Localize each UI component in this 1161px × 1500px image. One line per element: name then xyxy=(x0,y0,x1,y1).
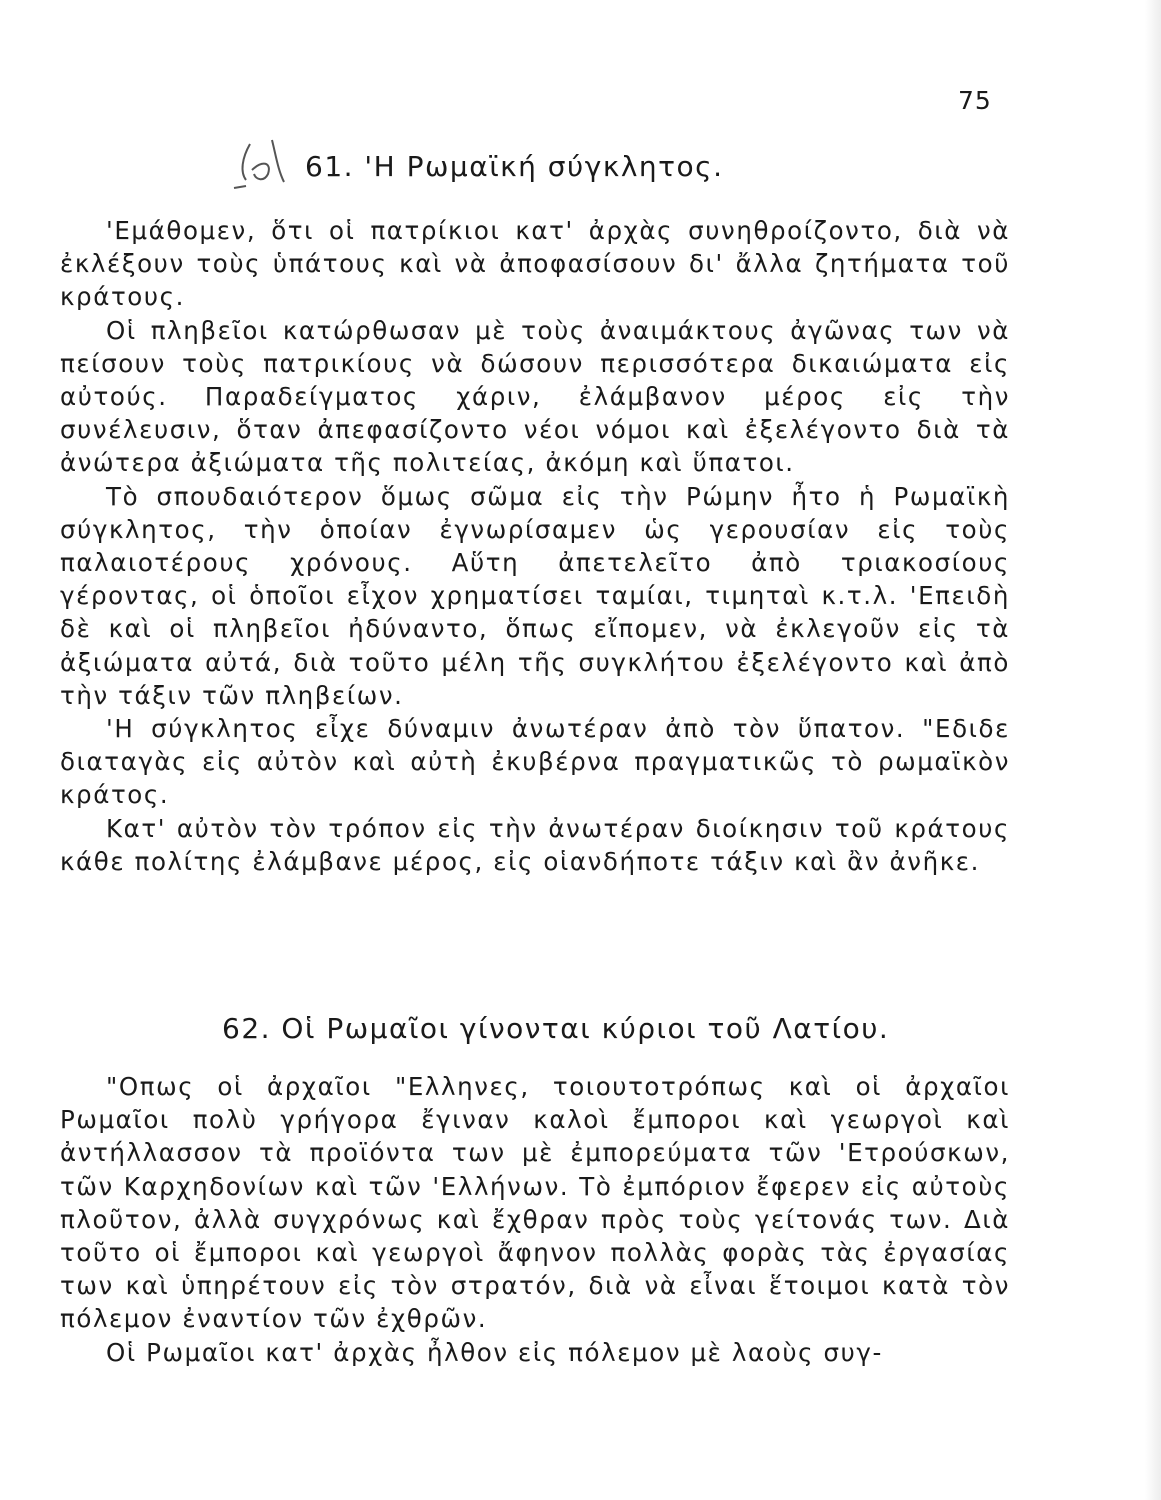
section-61-body xyxy=(60,214,1010,878)
paragraph: 'Η σύγκλητος εἶχε δύναμιν ἀνωτέραν ἀπὸ τὸν ὕπατον. "Εδιδε διαταγὰς εἰς αὐτὸν καὶ αὐτὴ ἐκυβέρνα πραγματικῶς τὸ ρωμαϊκὸν κράτος. xyxy=(60,714,1010,810)
paragraph: Οἱ Ρωμαῖοι κατ' ἀρχὰς ἦλθον εἰς πόλεμον μὲ λαοὺς συγ- xyxy=(106,1337,883,1367)
paragraph: Τὸ σπουδαιότερον ὅμως σῶμα εἰς τὴν Ρώμην ἦτο ἡ Ρωμαϊκὴ σύγκλητος, τὴν ὁποίαν ἐγνωρίσαμεν ὡς γερουσίαν εἰς τοὺς παλαιοτέρους χρόνους. Αὕτη ἀπετελεῖτο ἀπὸ τριακοσίους γέροντας, οἱ ὁποῖοι εἶχον χρηματίσει ταμίαι, τιμηταὶ κ.τ.λ. 'Επειδὴ δὲ καὶ οἱ πληβεῖοι ἠδύναντο, ὅπως εἴπομεν, νὰ ἐκλεγοῦν εἰς τὰ ἀξιώματα αὐτά, διὰ τοῦτο μέλη τῆς συγκλήτου ἐξελέγοντο καὶ ἀπὸ τὴν τάξιν τῶν πληβείων. xyxy=(60,481,1010,710)
paragraph: Κατ' αὐτὸν τὸν τρόπον εἰς τὴν ἀνωτέραν διοίκησιν τοῦ κράτους κάθε πολίτης ἐλάμβανε μέρος, εἰς οἱανδήποτε τάξιν καὶ ἂν ἀνῆκε. xyxy=(60,813,1010,876)
paragraph: "Οπως οἱ ἀρχαῖοι "Ελληνες, τοιουτοτρόπως καὶ οἱ ἀρχαῖοι Ρωμαῖοι πολὺ γρήγορα ἔγιναν καλοὶ ἔμποροι καὶ γεωργοὶ καὶ ἀντήλλασσον τὰ προϊόντα των μὲ ἐμπορεύματα τῶν 'Ετρούσκων, τῶν Καρχηδονίων καὶ τῶν 'Ελλήνων. Τὸ ἐμπόριον ἔφερεν εἰς αὐτοὺς πλοῦτον, ἀλλὰ συγχρόνως καὶ ἔχθραν πρὸς τοὺς γείτονάς των. Διὰ τοῦτο οἱ ἔμποροι καὶ γεωργοὶ ἄφηνον πολλὰς φορὰς τὰς ἐργασίας των καὶ ὑπηρέτουν εἰς τὸν στρατόν, διὰ νὰ εἶναι ἕτοιμοι κατὰ τὸν πόλεμον ἐναντίον τῶν ἐχθρῶν. xyxy=(60,1072,1010,1334)
section-62-body xyxy=(60,1070,1010,1369)
paragraph: Οἱ πληβεῖοι κατώρθωσαν μὲ τοὺς ἀναιμάκτους ἀγῶνας των νὰ πείσουν τοὺς πατρικίους νὰ δώσουν περισσότερα δικαιώματα εἰς αὐτούς. Παραδείγματος χάριν, ἐλάμβανον μέρος εἰς τὴν συνέλευσιν, ὅταν ἀπεφασίζοντο νέοι νόμοι καὶ ἐξελέγοντο διὰ τὰ ἀνώτερα ἀξιώματα τῆς πολιτείας, ἀκόμη καὶ ὕπατοι. xyxy=(60,315,1010,478)
handwritten-mark-icon xyxy=(232,130,302,200)
section-61-title: 61. 'Η Ρωμαϊκή σύγκλητος. xyxy=(305,150,724,183)
page-edge-shadow xyxy=(1145,0,1161,1500)
page-number: 75 xyxy=(958,86,992,115)
paragraph: 'Εμάθομεν, ὅτι οἱ πατρίκιοι κατ' ἀρχὰς συνηθροίζοντο, διὰ νὰ ἐκλέξουν τοὺς ὑπάτους καὶ νὰ ἀποφασίσουν δι' ἄλλα ζητήματα τοῦ κράτους. xyxy=(60,216,1010,312)
section-62-title: 62. Οἱ Ρωμαῖοι γίνονται κύριοι τοῦ Λατίου. xyxy=(222,1012,890,1045)
